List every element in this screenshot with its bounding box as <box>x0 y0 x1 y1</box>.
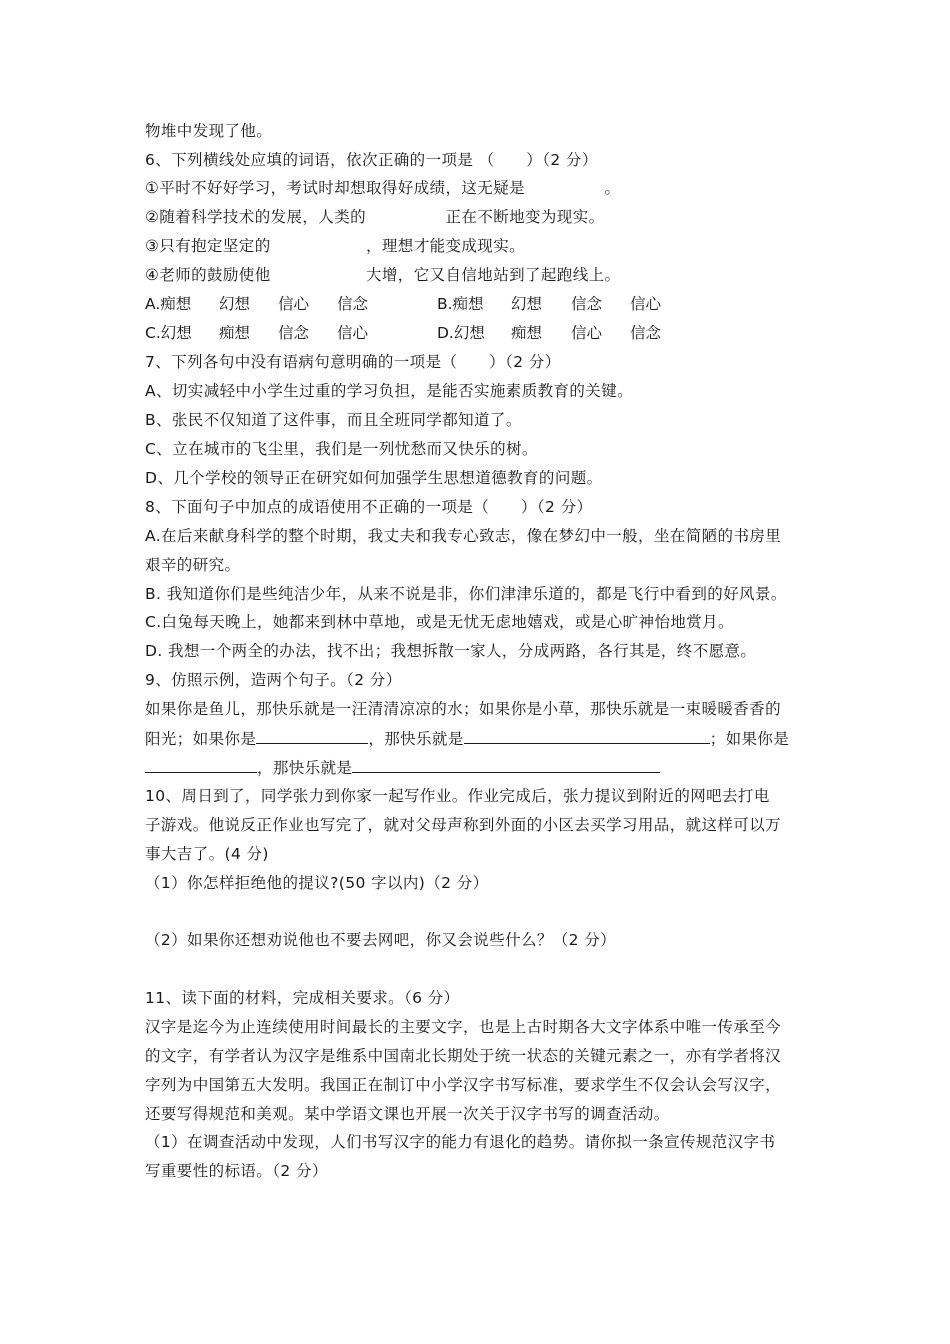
q9-blank-1[interactable] <box>256 728 368 744</box>
q9-blank-3[interactable] <box>145 757 257 773</box>
q6-item-3: ③只有抱定坚定的 ，理想才能变成现实。 <box>145 237 525 255</box>
q6-option-c-3: 信念 <box>278 324 310 342</box>
q10-sub-1: （1）你怎样拒绝他的提议?(50 字以内)（2 分） <box>145 874 489 892</box>
q8-option-a-line-1: A.在后来献身科学的整个时期，我丈夫和我专心致志，像在梦幻中一般，坐在简陋的书房里 <box>145 527 782 545</box>
q11-passage-line-2: 的文字，有学者认为汉字是维系中国南北长期处于统一状态的关键元素之一，亦有学者将汉 <box>145 1047 782 1065</box>
q6-option-b-1: B.痴想 <box>437 295 484 313</box>
q6-option-a-3: 信心 <box>278 295 310 313</box>
q7-option-b: B、张民不仅知道了这件事，而且全班同学都知道了。 <box>145 411 522 429</box>
question-10-line-3: 事大吉了。(4 分) <box>145 845 269 863</box>
q6-option-b-2: 幻想 <box>511 295 543 313</box>
q6-item-1: ①平时不好好学习，考试时却想取得好成绩，这无疑是 。 <box>145 179 621 197</box>
q11-passage-line-3: 字列为中国第五大发明。我国正在制订中小学汉字书写标准，要求学生不仅会认会写汉字， <box>145 1076 782 1094</box>
q7-option-a: A、切实减轻中小学生过重的学习负担，是能否实施素质教育的关键。 <box>145 382 634 400</box>
q6-option-b-3: 信念 <box>571 295 603 313</box>
q8-option-c: C.白兔每天晚上，她都来到林中草地，或是无忧无虑地嬉戏，或是心旷神怡地赏月。 <box>145 613 734 631</box>
q6-option-a-2: 幻想 <box>219 295 251 313</box>
q6-option-c-2: 痴想 <box>219 324 251 342</box>
q9-blank-2[interactable] <box>464 728 710 744</box>
q6-option-b-4: 信心 <box>630 295 662 313</box>
q8-option-b: B. 我知道你们是些纯洁少年，从来不说是非，你们津津乐道的，都是飞行中看到的好风景。 <box>145 585 787 603</box>
q9-text: ，那快乐就是 <box>368 730 464 748</box>
q8-option-d: D. 我想一个两全的办法，找不出；我想拆散一家人，分成两路，各行其是，终不愿意。 <box>145 642 757 660</box>
question-6: 6、下列横线处应填的词语，依次正确的一项是 （ ）（2 分） <box>145 151 598 169</box>
q7-option-c: C、立在城市的飞尘里，我们是一列忧愁而又快乐的树。 <box>145 440 538 458</box>
q11-sub-1-line-2: 写重要性的标语。（2 分） <box>145 1162 328 1180</box>
q11-sub-1-line-1: （1）在调查活动中发现，人们书写汉字的能力有退化的趋势。请你拟一条宣传规范汉字书 <box>145 1133 776 1151</box>
q6-option-a-1: A.痴想 <box>145 295 192 313</box>
question-10-line-2: 子游戏。他说反正作业也写完了，就对父母声称到外面的小区去买学习用品，就这样可以万 <box>145 816 782 834</box>
q6-option-d-4: 信念 <box>630 324 662 342</box>
q8-option-a-line-2: 艰辛的研究。 <box>145 556 241 574</box>
q9-fill-line-1 <box>145 728 789 749</box>
question-11: 11、读下面的材料，完成相关要求。（6 分） <box>145 989 460 1007</box>
q11-passage-line-1: 汉字是迄今为止连续使用时间最长的主要文字，也是上古时期各大文字体系中唯一传承至今 <box>145 1018 782 1036</box>
q9-text: ，那快乐就是 <box>257 759 353 777</box>
q9-text: 阳光；如果你是 <box>145 730 257 748</box>
q6-item-4: ④老师的鼓励使他 大增，它又自信地站到了起跑线上。 <box>145 266 621 284</box>
q9-fill-line-2 <box>145 757 660 778</box>
q6-option-c-4: 信心 <box>337 324 369 342</box>
question-8: 8、下面句子中加点的成语使用不正确的一项是（ ）（2 分） <box>145 498 593 516</box>
q7-option-d: D、几个学校的领导正在研究如何加强学生思想道德教育的问题。 <box>145 469 603 487</box>
q6-option-a-4: 信念 <box>337 295 369 313</box>
q9-blank-4[interactable] <box>352 757 660 773</box>
q6-option-c-1: C.幻想 <box>145 324 192 342</box>
q6-option-d-3: 信心 <box>571 324 603 342</box>
q6-option-d-1: D.幻想 <box>437 324 485 342</box>
q9-text: ；如果你是 <box>709 730 790 748</box>
q6-option-d-2: 痴想 <box>511 324 543 342</box>
question-10-line-1: 10、周日到了，同学张力到你家一起写作业。作业完成后，张力提议到附近的网吧去打电 <box>145 787 770 805</box>
text-line: 物堆中发现了他。 <box>145 122 273 140</box>
question-7: 7、下列各句中没有语病句意明确的一项是（ ）（2 分） <box>145 353 561 371</box>
q9-example: 如果你是鱼儿，那快乐就是一汪清清凉凉的水；如果你是小草，那快乐就是一束暖暖香香的 <box>145 700 782 718</box>
q10-sub-2: （2）如果你还想劝说他也不要去网吧，你又会说些什么？（2 分） <box>145 931 617 949</box>
q6-item-2: ②随着科学技术的发展，人类的 正在不断地变为现实。 <box>145 208 605 226</box>
question-9: 9、仿照示例，造两个句子。（2 分） <box>145 671 402 689</box>
q11-passage-line-4: 还要写得规范和美观。某中学语文课也开展一次关于汉字书写的调查活动。 <box>145 1105 670 1123</box>
